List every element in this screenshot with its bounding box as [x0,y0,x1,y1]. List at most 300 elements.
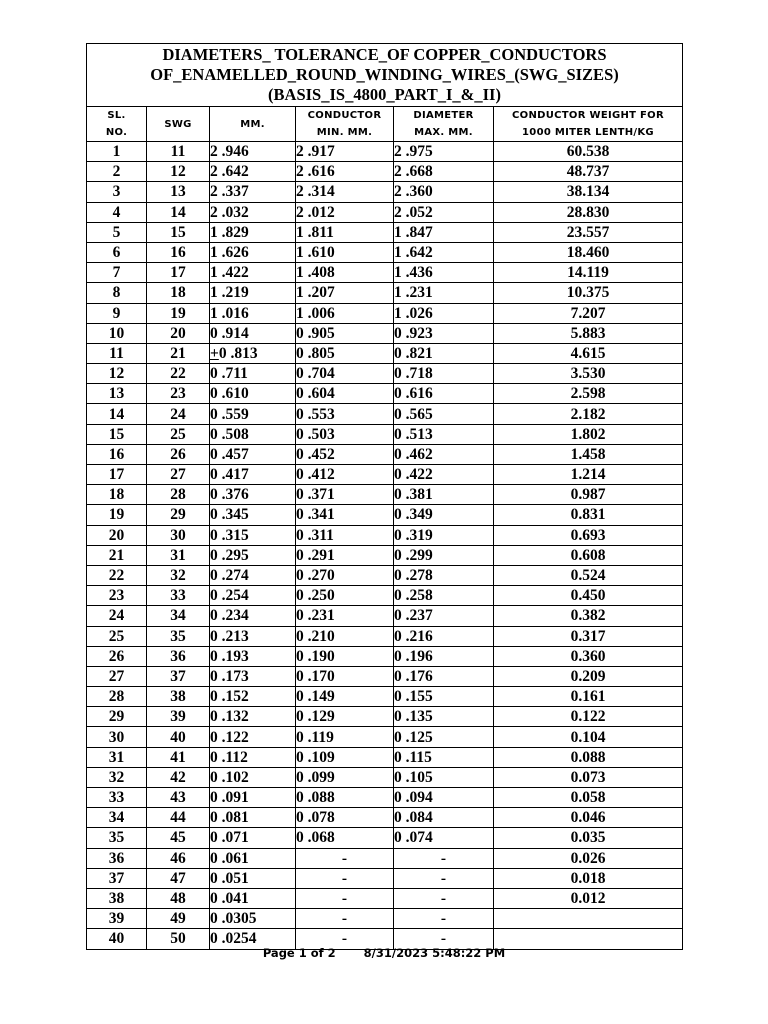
sl-no-cell: 18 [87,485,147,505]
sl-no-cell: 34 [87,808,147,828]
mm-cell: 1 .626 [210,242,296,262]
column-header-line: CONDUCTOR [307,110,382,121]
sl-no-cell: 14 [87,404,147,424]
weight-cell: 0.122 [494,707,683,727]
table-row [87,687,683,707]
table-row [87,626,683,646]
max-mm-cell: 1 .847 [394,222,494,242]
weight-cell: 1.458 [494,444,683,464]
max-mm-cell: 0 .422 [394,465,494,485]
column-header-diameter-max-mm [394,107,494,142]
swg-cell: 25 [147,424,210,444]
swg-cell: 21 [147,343,210,363]
sl-no-cell: 20 [87,525,147,545]
table-row [87,606,683,626]
sl-no-cell: 39 [87,909,147,929]
table-row [87,565,683,585]
max-mm-cell: 0 .718 [394,364,494,384]
mm-cell: 0 .254 [210,586,296,606]
sl-no-cell: 24 [87,606,147,626]
sl-no-cell: 23 [87,586,147,606]
swg-cell: 46 [147,848,210,868]
min-mm-cell: 0 .704 [296,364,394,384]
weight-cell: 0.046 [494,808,683,828]
weight-cell [494,909,683,929]
min-mm-cell: 0 .088 [296,788,394,808]
table-row [87,868,683,888]
sl-no-cell: 2 [87,162,147,182]
min-mm-cell: 0 .190 [296,646,394,666]
max-mm-cell: 0 .565 [394,404,494,424]
weight-cell: 5.883 [494,323,683,343]
max-mm-cell: 0 .821 [394,343,494,363]
table-row [87,263,683,283]
table-row [87,888,683,908]
min-mm-cell: 0 .109 [296,747,394,767]
weight-cell: 0.035 [494,828,683,848]
swg-cell: 18 [147,283,210,303]
column-header-sl-no [87,107,147,142]
mm-cell: 1 .219 [210,283,296,303]
mm-cell: 0 .213 [210,626,296,646]
swg-cell: 13 [147,182,210,202]
max-mm-cell: 0 .155 [394,687,494,707]
weight-cell: 0.360 [494,646,683,666]
sl-no-cell: 19 [87,505,147,525]
sl-no-cell: 9 [87,303,147,323]
mm-cell: 0 .132 [210,707,296,727]
table-row [87,444,683,464]
swg-cell: 35 [147,626,210,646]
mm-cell: 0 .295 [210,545,296,565]
weight-cell: 60.538 [494,142,683,162]
swg-cell: 19 [147,303,210,323]
swg-cell: 17 [147,263,210,283]
weight-cell: 28.830 [494,202,683,222]
swg-cell: 30 [147,525,210,545]
sl-no-cell: 25 [87,626,147,646]
weight-cell: 0.018 [494,868,683,888]
swg-cell: 38 [147,687,210,707]
min-mm-cell: 0 .270 [296,565,394,585]
table-row [87,283,683,303]
swg-cell: 45 [147,828,210,848]
swg-cell: 36 [147,646,210,666]
mm-cell: 0 .417 [210,465,296,485]
weight-cell: 10.375 [494,283,683,303]
swg-cell: 11 [147,142,210,162]
table-row [87,586,683,606]
swg-cell: 15 [147,222,210,242]
table-row [87,666,683,686]
max-mm-cell: 0 .105 [394,767,494,787]
max-mm-cell: 0 .381 [394,485,494,505]
table-row [87,182,683,202]
weight-cell: 0.012 [494,888,683,908]
min-mm-cell: 1 .207 [296,283,394,303]
swg-cell: 12 [147,162,210,182]
mm-cell: 0 .559 [210,404,296,424]
weight-cell: 18.460 [494,242,683,262]
min-mm-cell: 0 .099 [296,767,394,787]
min-mm-cell: 0 .604 [296,384,394,404]
column-header-line: SL. [107,110,126,121]
table-row [87,142,683,162]
sl-no-cell: 5 [87,222,147,242]
weight-cell: 0.088 [494,747,683,767]
column-header-conductor-weight [494,107,683,142]
table-row [87,707,683,727]
header-row [87,107,683,142]
swg-cell: 22 [147,364,210,384]
column-header-conductor-min-mm [296,107,394,142]
table-row [87,162,683,182]
min-mm-cell: 0 .129 [296,707,394,727]
mm-cell: 0 .274 [210,565,296,585]
weight-cell: 7.207 [494,303,683,323]
weight-cell: 23.557 [494,222,683,242]
min-mm-cell: 0 .412 [296,465,394,485]
weight-cell: 0.026 [494,848,683,868]
sl-no-cell: 6 [87,242,147,262]
mm-cell: 1 .829 [210,222,296,242]
table-row [87,747,683,767]
swg-cell: 47 [147,868,210,888]
min-mm-cell: 1 .006 [296,303,394,323]
sl-no-cell: 37 [87,868,147,888]
swg-cell: 26 [147,444,210,464]
table-row [87,384,683,404]
table-body [87,44,683,950]
column-header-mm [210,107,296,142]
mm-cell: 0 .508 [210,424,296,444]
table-row [87,909,683,929]
max-mm-cell: 0 .196 [394,646,494,666]
mm-cell: 1 .016 [210,303,296,323]
column-header-line: MAX. MM. [414,127,473,138]
sl-no-cell: 36 [87,848,147,868]
swg-cell: 20 [147,323,210,343]
sl-no-cell: 17 [87,465,147,485]
mm-cell: 0 .081 [210,808,296,828]
min-mm-cell: - [296,848,394,868]
sl-no-cell: 33 [87,788,147,808]
min-mm-cell: 0 .170 [296,666,394,686]
table-row [87,303,683,323]
swg-cell: 41 [147,747,210,767]
sl-no-cell: 21 [87,545,147,565]
weight-cell: 0.317 [494,626,683,646]
mm-cell: 0 .091 [210,788,296,808]
table-row [87,505,683,525]
min-mm-cell: 0 .231 [296,606,394,626]
max-mm-cell: 0 .349 [394,505,494,525]
min-mm-cell: 0 .078 [296,808,394,828]
max-mm-cell: 0 .094 [394,788,494,808]
min-mm-cell: 1 .408 [296,263,394,283]
sl-no-cell: 10 [87,323,147,343]
weight-cell: 3.530 [494,364,683,384]
max-mm-cell: 0 .176 [394,666,494,686]
column-header-line: DIAMETER [413,110,474,121]
table-row [87,788,683,808]
min-mm-cell: 2 .314 [296,182,394,202]
mm-cell: 0 .457 [210,444,296,464]
min-mm-cell: 2 .917 [296,142,394,162]
weight-cell: 0.073 [494,767,683,787]
weight-cell: 14.119 [494,263,683,283]
max-mm-cell: - [394,888,494,908]
max-mm-cell: 0 .135 [394,707,494,727]
min-mm-cell: 0 .311 [296,525,394,545]
min-mm-cell: 0 .149 [296,687,394,707]
max-mm-cell: - [394,868,494,888]
swg-cell: 40 [147,727,210,747]
weight-cell: 0.104 [494,727,683,747]
max-mm-cell: 0 .278 [394,565,494,585]
max-mm-cell: 0 .115 [394,747,494,767]
title-line-1: DIAMETERS_ TOLERANCE_OF COPPER_CONDUCTORS [162,45,607,64]
min-mm-cell: 0 .119 [296,727,394,747]
title-line-3: (BASIS_IS_4800_PART_I_&_II) [268,85,501,104]
table-row [87,404,683,424]
swg-cell: 43 [147,788,210,808]
table-title [87,44,683,107]
sl-no-cell: 1 [87,142,147,162]
swg-cell: 34 [147,606,210,626]
swg-cell: 48 [147,888,210,908]
weight-cell: 2.182 [494,404,683,424]
title-line-2: OF_ENAMELLED_ROUND_WINDING_WIRES_(SWG_SIZES) [150,65,619,84]
page-footer [0,946,768,960]
swg-cell: 31 [147,545,210,565]
swg-cell: 16 [147,242,210,262]
table-row [87,242,683,262]
max-mm-cell: 0 .923 [394,323,494,343]
page-number: Page 1 of 2 [262,946,336,960]
weight-cell: 0.209 [494,666,683,686]
column-header-line: NO. [105,127,128,138]
mm-cell: 1 .422 [210,263,296,283]
max-mm-cell: 1 .436 [394,263,494,283]
weight-cell: 4.615 [494,343,683,363]
sl-no-cell: 35 [87,828,147,848]
column-header-swg [147,107,210,142]
weight-cell: 0.693 [494,525,683,545]
sl-no-cell: 7 [87,263,147,283]
column-header-line: SWG [164,118,192,130]
min-mm-cell: - [296,929,394,949]
mm-cell: 0 .610 [210,384,296,404]
sl-no-cell: 3 [87,182,147,202]
sl-no-cell: 28 [87,687,147,707]
table-row [87,465,683,485]
max-mm-cell: 1 .231 [394,283,494,303]
mm-cell: 0 .071 [210,828,296,848]
mm-cell: 0 .193 [210,646,296,666]
min-mm-cell: 1 .610 [296,242,394,262]
mm-cell: 0 .234 [210,606,296,626]
weight-cell: 0.608 [494,545,683,565]
weight-cell: 1.214 [494,465,683,485]
column-header-line: 1000 MITER LENTH/KG [522,127,654,138]
sl-no-cell: 16 [87,444,147,464]
max-mm-cell: 1 .026 [394,303,494,323]
sl-no-cell: 12 [87,364,147,384]
weight-cell: 0.450 [494,586,683,606]
max-mm-cell: 2 .052 [394,202,494,222]
swg-cell: 37 [147,666,210,686]
max-mm-cell: 0 .319 [394,525,494,545]
max-mm-cell: 2 .975 [394,142,494,162]
max-mm-cell: 1 .642 [394,242,494,262]
min-mm-cell: 0 .905 [296,323,394,343]
weight-cell: 0.524 [494,565,683,585]
swg-cell: 49 [147,909,210,929]
mm-cell: 0 .173 [210,666,296,686]
sl-no-cell: 26 [87,646,147,666]
sl-no-cell: 22 [87,565,147,585]
table-row [87,222,683,242]
mm-cell: 0 .914 [210,323,296,343]
max-mm-cell: - [394,929,494,949]
swg-cell: 23 [147,384,210,404]
table-row [87,202,683,222]
table-row [87,828,683,848]
swg-cell: 28 [147,485,210,505]
max-mm-cell: 0 .616 [394,384,494,404]
mm-cell: +0 .813 [210,343,296,363]
mm-cell: 2 .032 [210,202,296,222]
swg-cell: 29 [147,505,210,525]
min-mm-cell: 0 .250 [296,586,394,606]
mm-cell: 0 .376 [210,485,296,505]
max-mm-cell: 0 .125 [394,727,494,747]
max-mm-cell: 0 .074 [394,828,494,848]
weight-cell: 0.987 [494,485,683,505]
mm-cell: 2 .642 [210,162,296,182]
title-row [87,44,683,107]
weight-cell: 0.058 [494,788,683,808]
min-mm-cell: - [296,909,394,929]
swg-cell: 42 [147,767,210,787]
swg-table [86,43,683,950]
min-mm-cell: 0 .805 [296,343,394,363]
table-row [87,545,683,565]
swg-cell: 24 [147,404,210,424]
mm-cell: 0 .711 [210,364,296,384]
max-mm-cell: 2 .668 [394,162,494,182]
weight-cell: 38.134 [494,182,683,202]
sl-no-cell: 8 [87,283,147,303]
sl-no-cell: 27 [87,666,147,686]
max-mm-cell: 0 .299 [394,545,494,565]
min-mm-cell: 2 .012 [296,202,394,222]
max-mm-cell: - [394,848,494,868]
mm-cell: 2 .337 [210,182,296,202]
min-mm-cell: 2 .616 [296,162,394,182]
sl-no-cell: 31 [87,747,147,767]
mm-cell: 0 .122 [210,727,296,747]
weight-cell: 0.382 [494,606,683,626]
max-mm-cell: - [394,909,494,929]
table-row [87,848,683,868]
min-mm-cell: 0 .503 [296,424,394,444]
table-row [87,323,683,343]
weight-cell: 2.598 [494,384,683,404]
swg-cell: 44 [147,808,210,828]
table-row [87,808,683,828]
mm-cell: 0 .0305 [210,909,296,929]
mm-cell: 0 .061 [210,848,296,868]
table-row [87,485,683,505]
weight-cell: 0.161 [494,687,683,707]
table-row [87,646,683,666]
mm-cell: 0 .152 [210,687,296,707]
print-datetime: 8/31/2023 5:48:22 PM [363,946,506,960]
max-mm-cell: 0 .084 [394,808,494,828]
column-header-line: CONDUCTOR WEIGHT FOR [512,110,664,121]
table-row [87,767,683,787]
min-mm-cell: 0 .371 [296,485,394,505]
min-mm-cell: - [296,888,394,908]
max-mm-cell: 2 .360 [394,182,494,202]
sl-no-cell: 38 [87,888,147,908]
column-header-line: MIN. MM. [316,127,373,138]
mm-cell: 0 .315 [210,525,296,545]
mm-cell: 2 .946 [210,142,296,162]
sl-no-cell: 11 [87,343,147,363]
min-mm-cell: - [296,868,394,888]
min-mm-cell: 0 .068 [296,828,394,848]
weight-cell: 1.802 [494,424,683,444]
sl-no-cell: 30 [87,727,147,747]
swg-cell: 27 [147,465,210,485]
max-mm-cell: 0 .237 [394,606,494,626]
swg-cell: 32 [147,565,210,585]
max-mm-cell: 0 .216 [394,626,494,646]
sl-no-cell: 29 [87,707,147,727]
sl-no-cell: 32 [87,767,147,787]
max-mm-cell: 0 .513 [394,424,494,444]
max-mm-cell: 0 .258 [394,586,494,606]
mm-cell: 0 .051 [210,868,296,888]
sl-no-cell: 4 [87,202,147,222]
table-row [87,525,683,545]
swg-cell: 14 [147,202,210,222]
plus-minus-mark: + [210,344,219,362]
min-mm-cell: 0 .341 [296,505,394,525]
table-row [87,343,683,363]
column-header-line: MM. [240,118,265,130]
mm-cell: 0 .041 [210,888,296,908]
weight-cell: 0.831 [494,505,683,525]
sl-no-cell: 40 [87,929,147,949]
min-mm-cell: 1 .811 [296,222,394,242]
sl-no-cell: 13 [87,384,147,404]
mm-cell: 0 .102 [210,767,296,787]
swg-cell: 39 [147,707,210,727]
sl-no-cell: 15 [87,424,147,444]
max-mm-cell: 0 .462 [394,444,494,464]
swg-cell: 33 [147,586,210,606]
table-row [87,364,683,384]
mm-cell: 0 .112 [210,747,296,767]
mm-cell: 0 .0254 [210,929,296,949]
weight-cell: 48.737 [494,162,683,182]
min-mm-cell: 0 .210 [296,626,394,646]
table-row [87,424,683,444]
